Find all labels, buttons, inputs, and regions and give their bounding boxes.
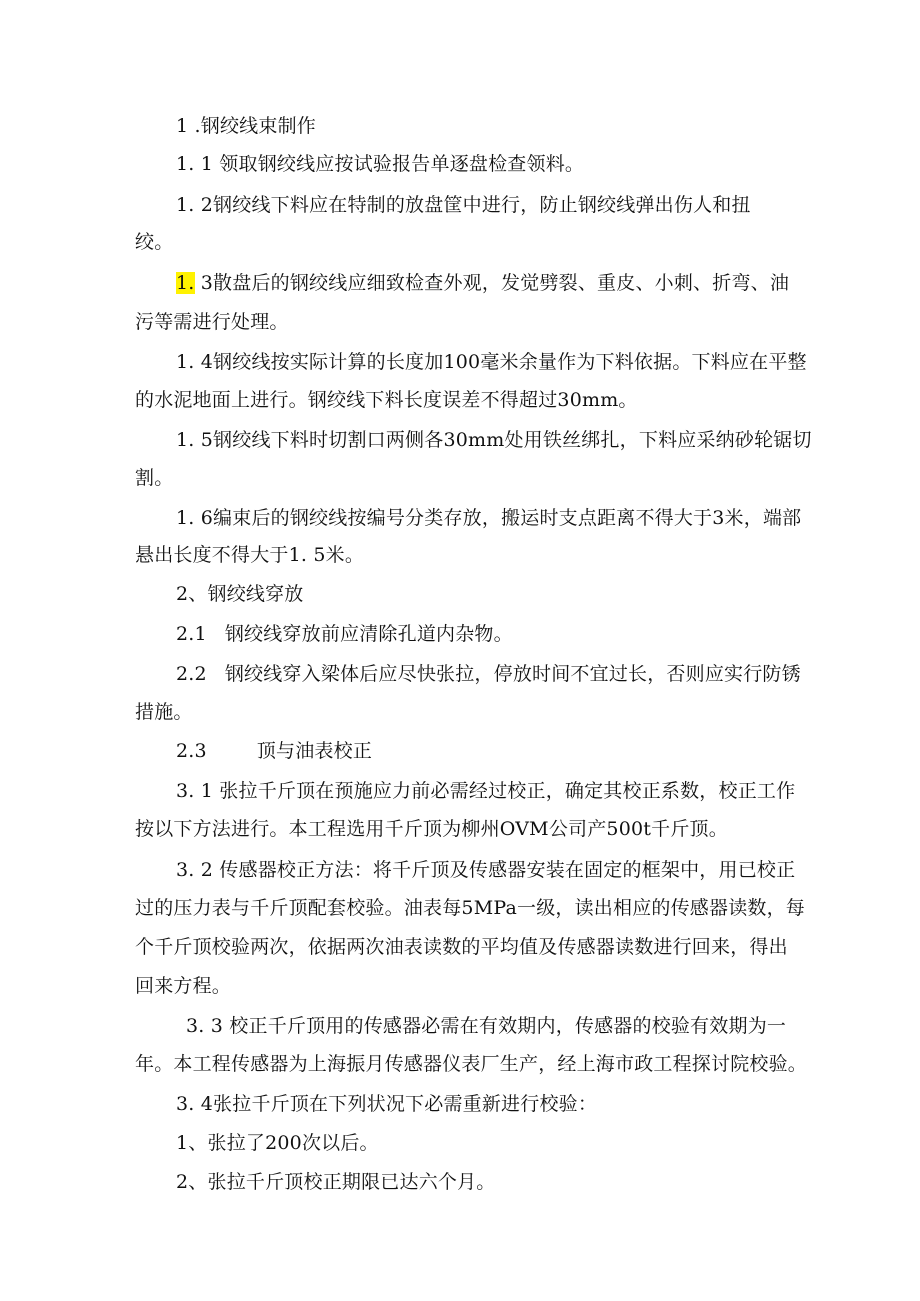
paragraph-1-2-line-1: 1. 2钢绞线下料应在特制的放盘筐中进行，防止钢绞线弹出伤人和扭 bbox=[176, 194, 751, 216]
paragraph-3-3-line-1: 3. 3 校正千斤顶用的传感器必需在有效期内，传感器的校验有效期为一 bbox=[186, 1015, 787, 1037]
paragraph-1-1: 1. 1 领取钢绞线应按试验报告单逐盘检查领料。 bbox=[176, 153, 585, 175]
paragraph-3-2-line-2: 过的压力表与千斤顶配套校验。油表每5MPa一级，读出相应的传感器读数，每 bbox=[135, 897, 806, 919]
paragraph-2-1 bbox=[176, 622, 513, 646]
paragraph-3-1-line-2: 按以下方法进行。本工程选用千斤顶为柳州OVM公司产500t千斤顶。 bbox=[135, 818, 728, 840]
paragraph-2-2-number: 2.2 bbox=[176, 663, 207, 685]
paragraph-1-3-line-1 bbox=[176, 271, 789, 295]
section-heading-3-number: 2.3 bbox=[176, 740, 207, 762]
paragraph-2-2-line-2: 措施。 bbox=[135, 701, 193, 723]
list-item-1: 1、张拉了200次以后。 bbox=[176, 1132, 379, 1154]
paragraph-1-3-line-2: 污等需进行处理。 bbox=[135, 311, 289, 333]
paragraph-2-2-text: 钢绞线穿入梁体后应尽快张拉，停放时间不宜过长，否则应实行防锈 bbox=[224, 663, 801, 685]
section-heading-2: 2、钢绞线穿放 bbox=[176, 583, 304, 605]
section-heading-1: 1 .钢绞线束制作 bbox=[176, 115, 316, 137]
paragraph-3-2-line-1: 3. 2 传感器校正方法：将千斤顶及传感器安装在固定的框架中，用已校正 bbox=[176, 859, 796, 881]
paragraph-1-6-line-1: 1. 6编束后的钢绞线按编号分类存放，搬运时支点距离不得大于3米，端部 bbox=[176, 507, 802, 529]
paragraph-3-1-line-1: 3. 1 张拉千斤顶在预施应力前必需经过校正，确定其校正系数，校正工作 bbox=[176, 780, 796, 802]
section-heading-3-text: 顶与油表校正 bbox=[256, 740, 373, 762]
paragraph-1-5-line-2: 割。 bbox=[135, 467, 174, 489]
paragraph-1-6-line-2: 悬出长度不得大于1. 5米。 bbox=[135, 544, 365, 566]
paragraph-3-3-line-2: 年。本工程传感器为上海振月传感器仪表厂生产，经上海市政工程探讨院校验。 bbox=[135, 1053, 808, 1075]
paragraph-2-1-text: 钢绞线穿放前应清除孔道内杂物。 bbox=[224, 623, 513, 645]
paragraph-3-2-line-4: 回来方程。 bbox=[135, 975, 232, 997]
paragraph-1-4-line-2: 的水泥地面上进行。钢绞线下料长度误差不得超过30mm。 bbox=[135, 389, 638, 411]
paragraph-1-5-line-1: 1. 5钢绞线下料时切割口两侧各30mm处用铁丝绑扎，下料应采纳砂轮锯切 bbox=[176, 429, 812, 451]
paragraph-3-2-line-3: 个千斤顶校验两次，依据两次油表读数的平均值及传感器读数进行回来，得出 bbox=[135, 936, 788, 958]
paragraph-2-2-line-1 bbox=[176, 662, 801, 686]
paragraph-2-1-number: 2.1 bbox=[176, 623, 207, 645]
highlighted-number: 1. bbox=[176, 272, 195, 294]
list-item-2: 2、张拉千斤顶校正期限已达六个月。 bbox=[176, 1171, 496, 1193]
paragraph-1-3-text: 3散盘后的钢绞线应细致检查外观，发觉劈裂、重皮、小刺、折弯、油 bbox=[194, 272, 790, 294]
section-heading-3 bbox=[176, 739, 372, 763]
paragraph-3-4: 3. 4张拉千斤顶在下列状况下必需重新进行校验： bbox=[176, 1093, 598, 1115]
paragraph-1-4-line-1: 1. 4钢绞线按实际计算的长度加100毫米余量作为下料依据。下料应在平整 bbox=[176, 351, 807, 373]
paragraph-1-2-line-2: 绞。 bbox=[135, 231, 174, 253]
